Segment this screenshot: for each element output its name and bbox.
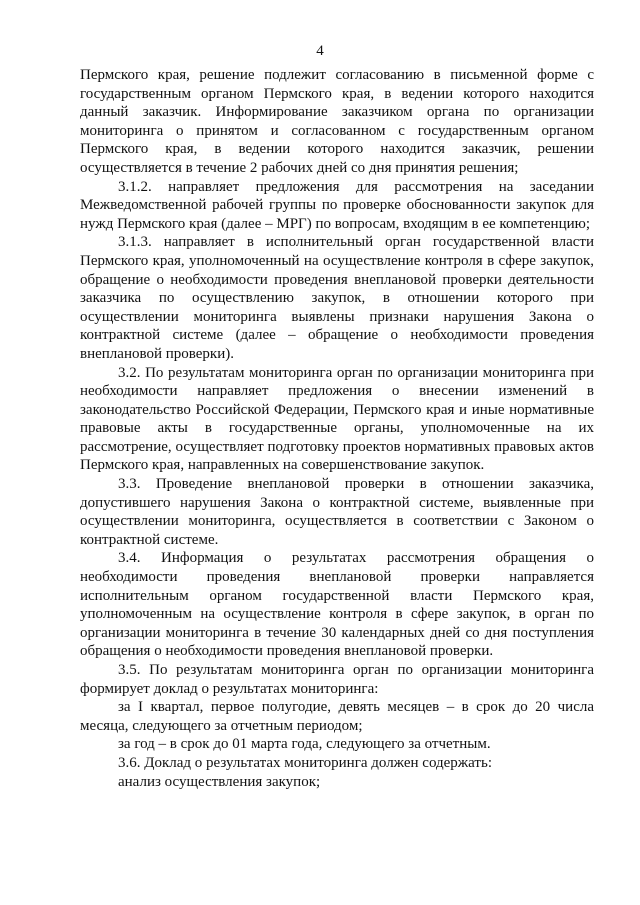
paragraph-3-5-item-quarterly: за I квартал, первое полугодие, девять месяцев – в срок до 20 числа месяца, следующего за отчетным периодом;	[80, 699, 594, 734]
document-body	[80, 66, 594, 791]
paragraph-3-6: 3.6. Доклад о результатах мониторинга должен содержать:	[118, 754, 492, 771]
paragraph-3-5: 3.5. По результатам мониторинга орган по организации мониторинга формирует доклад о результатах мониторинга:	[80, 662, 594, 697]
paragraph-3-3: 3.3. Проведение внеплановой проверки в отношении заказчика, допустившего нарушения Закона о контрактной системе, выявленные при осуществлении мониторинга, осуществляется в соответствии с Законом о контрактной системе.	[80, 476, 594, 548]
paragraph-3-5-item-annual: за год – в срок до 01 марта года, следующего за отчетным.	[118, 736, 491, 753]
page-number: 4	[316, 43, 324, 59]
paragraph-3-1-2: 3.1.2. направляет предложения для рассмотрения на заседании Межведомственной рабочей группы по проверке обоснованности закупок для нужд Пермского края (далее – МРГ) по вопросам, входящим в ее компетенцию;	[80, 178, 594, 232]
paragraph-3-2: 3.2. По результатам мониторинга орган по организации мониторинга при необходимости направляет предложения о внесении изменений в законодательство Российской Федерации, Пермского края и иные нормативные правовые акты в государственные органы, уполномоченные на их рассмотрение, осуществляет подготовку проектов нормативных правовых актов Пермского края, направленных на совершенствование закупок.	[80, 364, 594, 474]
paragraph-continuation: Пермского края, решение подлежит согласованию в письменной форме с государственным органом Пермского края, в ведении которого находится данный заказчик. Информирование заказчиком органа по организации мониторинга о принятом и согласованном с государственным органом Пермского края, в ведении которого находится заказчик, решении осуществляется в течение 2 рабочих дней со дня принятия решения;	[80, 67, 594, 176]
paragraph-3-6-item-analysis: анализ осуществления закупок;	[118, 773, 321, 790]
paragraph-3-4: 3.4. Информация о результатах рассмотрения обращения о необходимости проведения внеплановой проверки направляется исполнительным органом государственной власти Пермского края, уполномоченным на осуществление контроля в сфере закупок, в орган по организации мониторинга в течение 30 календарных дней со дня поступления обращения о необходимости проведения внеплановой проверки.	[80, 550, 594, 660]
paragraph-3-1-3: 3.1.3. направляет в исполнительный орган государственной власти Пермского края, уполномоченный на осуществление контроля в сфере закупок, обращение о необходимости проведения внеплановой проверки деятельности заказчика по осуществлению закупок, в отношении которого при осуществлении мониторинга выявлены признаки нарушения Закона о контрактной системе (далее – обращение о необходимости проведения внеплановой проверки).	[80, 234, 594, 362]
